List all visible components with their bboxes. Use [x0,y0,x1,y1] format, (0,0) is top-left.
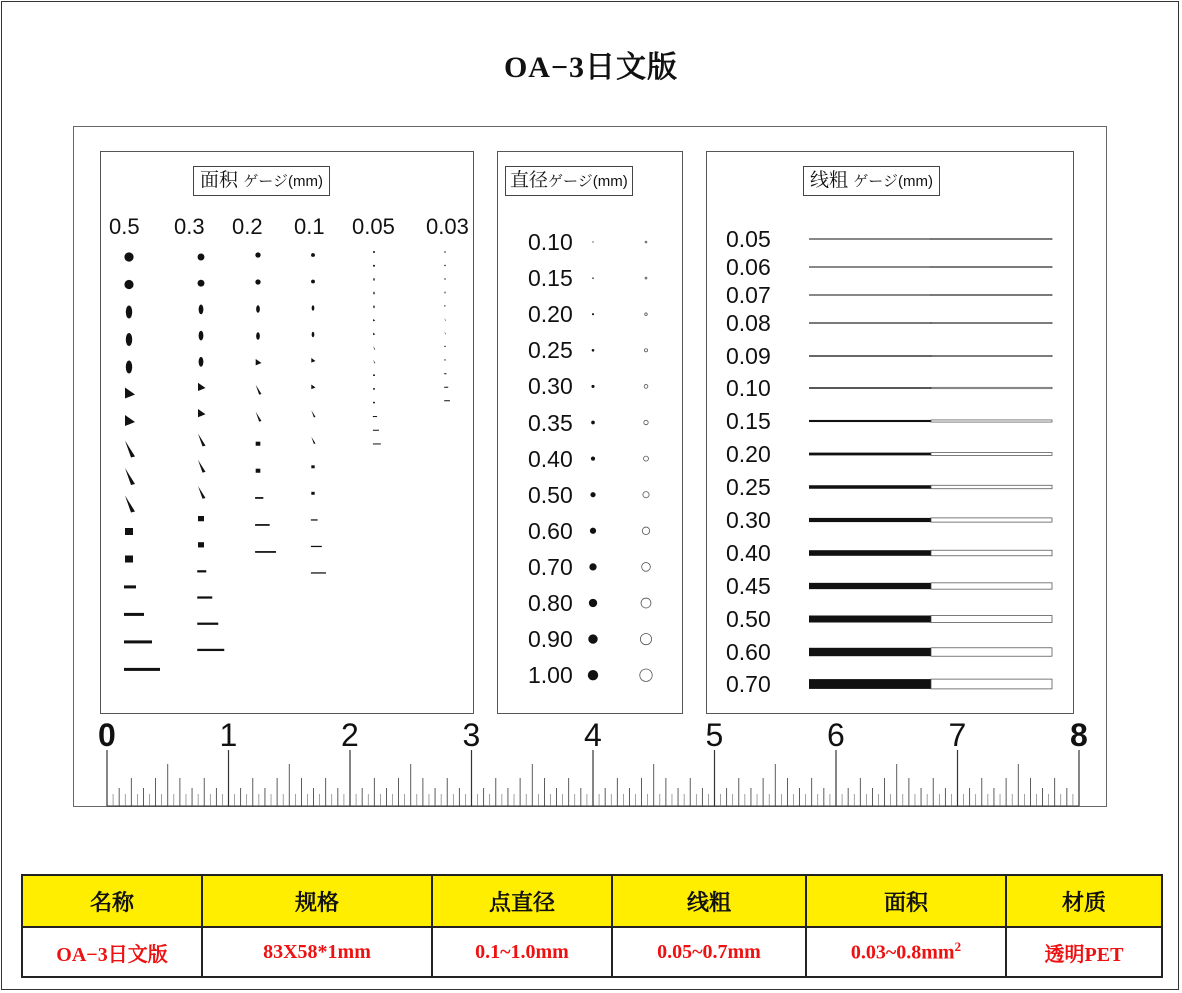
line-label: 0.20 [726,441,771,467]
spec-table [21,874,1163,978]
diameter-label: 0.20 [528,301,573,328]
area-col-label: 0.3 [174,214,205,239]
spec-header-row [22,875,1162,927]
spec-header-line-width: 线粗 [612,875,806,927]
diameter-title-main: 直径 [510,170,549,191]
area-col-label: 0.5 [109,214,140,239]
spec-header-spec: 规格 [202,875,432,927]
diameter-label: 0.40 [528,445,573,472]
spec-value-area-text: 0.03~0.8mm [850,941,955,964]
area-title-unit: (mm) [288,173,323,190]
diameter-label: 0.60 [528,517,573,544]
line-label: 0.09 [726,343,771,369]
spec-header-name: 名称 [22,875,202,927]
area-col-label: 0.03 [426,214,469,239]
line-label: 0.45 [726,573,771,599]
ruler-number: 6 [827,717,845,753]
ruler-number: 7 [948,717,967,753]
spec-value-area [806,927,1006,977]
ruler-number: 1 [219,717,238,753]
spec-value-area-superscript: 2 [954,939,962,955]
spec-value-name: OA−3日文版 [22,927,202,977]
line-label: 0.15 [726,408,771,434]
ruler-number: 0 [98,717,116,753]
line-title-unit: (mm) [898,173,933,190]
line-label: 0.60 [726,639,771,665]
diameter-label: 0.70 [528,553,573,580]
ruler-number: 3 [462,717,481,753]
line-label: 0.10 [726,375,771,401]
page-title: OA−3日文版 [503,51,679,84]
ruler-number: 4 [584,717,602,753]
diameter-label: 0.80 [528,590,573,616]
diameter-label: 0.50 [528,481,573,508]
area-col-label: 0.2 [232,214,263,239]
spec-value-row [22,927,1162,977]
spec-header-dot-diameter: 点直径 [432,875,612,927]
area-title-main: 面积 [200,170,239,191]
spec-header-area: 面积 [806,875,1006,927]
diameter-label: 0.15 [528,265,573,292]
area-col-label: 0.05 [352,214,395,239]
ruler-number: 2 [341,717,359,753]
line-title-sub: ゲージ [853,173,898,190]
line-label: 0.07 [726,282,771,308]
diameter-title-sub: ゲージ [548,173,593,190]
diameter-label: 0.35 [528,409,573,436]
area-col-label: 0.1 [294,214,325,239]
ruler-number: 8 [1070,717,1088,753]
ruler-number: 5 [705,717,724,753]
line-label: 0.30 [726,507,771,533]
line-label: 0.40 [726,540,771,566]
spec-header-material: 材质 [1006,875,1162,927]
spec-value-spec: 83X58*1mm [202,927,432,977]
diameter-label: 1.00 [528,662,573,689]
diameter-label: 0.25 [528,337,573,364]
spec-value-material: 透明PET [1006,927,1162,977]
diameter-label: 0.30 [528,373,573,400]
line-label: 0.05 [726,226,771,252]
diameter-title-unit: (mm) [592,173,628,190]
line-title-main: 线粗 [810,170,849,191]
area-title-sub: ゲージ [243,173,288,190]
diameter-label: 0.10 [528,229,573,255]
line-label: 0.50 [726,606,771,632]
line-label: 0.70 [726,671,771,697]
diameter-label: 0.90 [528,626,573,653]
line-label: 0.06 [726,254,771,280]
line-label: 0.25 [726,474,771,500]
spec-value-dot-diameter: 0.1~1.0mm [432,927,612,977]
line-label: 0.08 [726,310,771,336]
spec-value-line-width: 0.05~0.7mm [612,927,806,977]
